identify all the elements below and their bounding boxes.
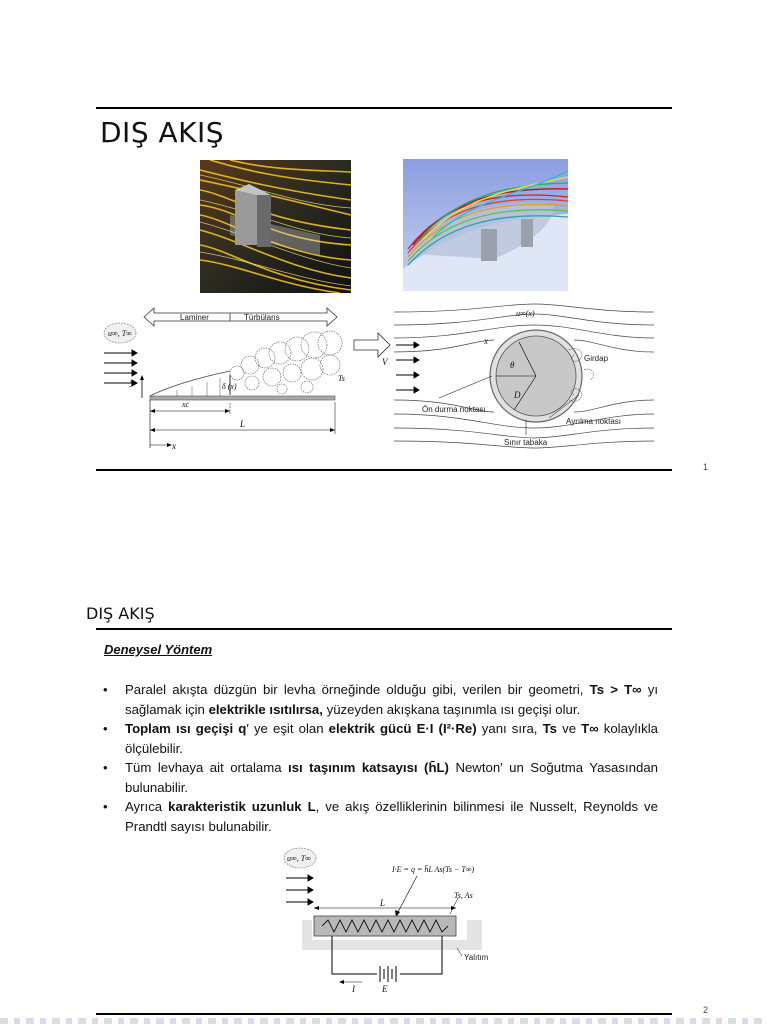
label-e: E [382,984,388,992]
bullet-2: • Toplam ısı geçişi q′ ye eşit olan elektrik gücü E·I (I²·Re) yanı sıra, Ts ve T∞ kolaylıkla ölçülebilir. [103,721,658,756]
label-ayrilma: Ayrılma noktası [566,417,621,426]
bullet-dot: • [103,760,108,775]
label-l: L [240,419,246,429]
slide1-bottom-rule [96,469,672,471]
label-yalitim: Yalıtım [464,953,489,962]
bullet-dot: • [103,721,108,736]
label-on-durma: Ön durma noktası [422,405,486,414]
slide2-top-rule [96,628,672,630]
cfd-photo-building [200,160,351,293]
cylinder-diagram [354,300,654,455]
bullet-1: • Paralel akışta düzgün bir levha örneğinde olduğu gibi, verilen bir geometri, Ts > T∞ yı sağlamak için elektrikle ısıtılırsa, yüzeyden akışkana taşınımla ısı geçişi olur. [103,682,659,717]
section-heading: Deneysel Yöntem [104,642,213,657]
slide2-page-number: 2 [703,1005,709,1015]
label-turbulans: Türbülans [244,313,280,322]
label-x-cyl: x [484,336,488,346]
label-ts-as: Ts, As [454,891,473,900]
heated-plate-diagram [282,842,502,992]
label-delta: δ (x) [222,382,237,391]
bullet-dot: • [103,799,108,814]
label-theta: θ [510,360,515,370]
label-i: I [352,984,355,992]
slide2-bottom-rule [96,1013,672,1015]
label-x: x [172,441,176,451]
bullet-list [103,680,658,836]
label-laminer: Laminer [180,313,209,322]
slide1-top-rule [96,107,672,109]
label-l-2: L [380,898,386,908]
label-u-inf-x: u∞(x) [516,309,535,318]
label-ts: Ts [338,374,345,383]
equation: I·E = q = h̄L As(Ts − T∞) [392,865,475,874]
bullet-3: • Tüm levhaya ait ortalama ısı taşınım katsayısı (h̄L) Newton′ un Soğutma Yasasından bulunabilir. [103,760,658,795]
flat-plate-diagram [102,303,348,453]
label-v: V [382,357,388,367]
slide1-page-number: 1 [703,462,709,472]
label-girdap: Girdap [584,354,609,363]
label-u-inf-2: u∞, T∞ [287,854,311,863]
slide1-title: DIŞ AKIŞ [100,116,225,149]
bullet-4: • Ayrıca karakteristik uzunluk L, ve akış özelliklerinin bilinmesi ile Nusselt, Reynolds ve Prandtl sayısı bulunabilir. [103,799,658,834]
label-y: y [130,377,134,387]
label-u-inf: u∞, T∞ [108,329,132,338]
cfd-photo-car [403,159,568,291]
label-sinir-tabaka: Sınır tabaka [504,438,548,447]
next-page-edge [0,1018,768,1024]
label-xc: xc [182,400,190,409]
bullet-dot: • [103,682,108,697]
label-d: D [514,390,521,400]
slide2-title: DIŞ AKIŞ [86,604,155,623]
